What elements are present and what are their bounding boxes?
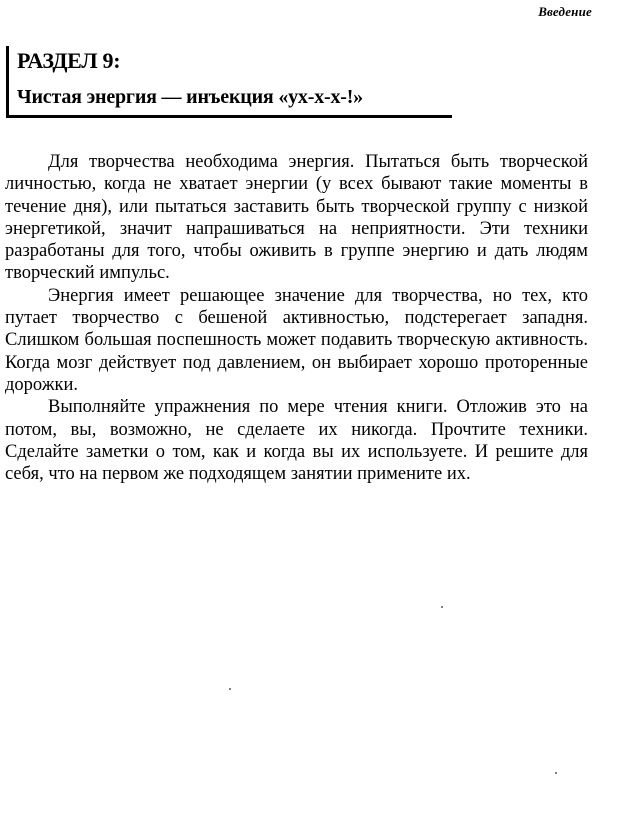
paragraph: Энергия имеет решающее значение для творчества, но тех, кто путает творчество с бешеной активностью, подстерегает западня. Слишком большая поспешность может подавить творческую активность. Когда мозг действует под давлением, он выбирает хорошо проторенные дорожки.	[5, 285, 588, 395]
section-number: РАЗДЕЛ 9:	[17, 48, 121, 73]
scan-speck	[441, 606, 443, 608]
body-text	[5, 151, 588, 485]
scan-speck	[229, 688, 231, 690]
paragraph: Для творчества необходима энергия. Пытаться быть творческой личностью, когда не хватает энергии (у всех бывают такие моменты в течение дня), или пытаться заставить быть творческой группу с низкой энергетикой, значит напрашиваться на неприятности. Эти техники разработаны для того, чтобы оживить в группе энергию и дать людям творческий импульс.	[5, 152, 588, 284]
section-title: Чистая энергия — инъекция «ух-х-х-!»	[17, 86, 363, 108]
section-heading	[6, 46, 452, 118]
scan-speck	[555, 772, 557, 774]
running-head: Введение	[538, 4, 592, 19]
paragraph: Выполняйте упражнения по мере чтения книги. Отложив это на потом, вы, возможно, не сделаете их никогда. Прочтите техники. Сделайте заметки о том, как и когда вы их используете. И решите для себя, что на первом же подходящем занятии примените их.	[5, 397, 588, 485]
